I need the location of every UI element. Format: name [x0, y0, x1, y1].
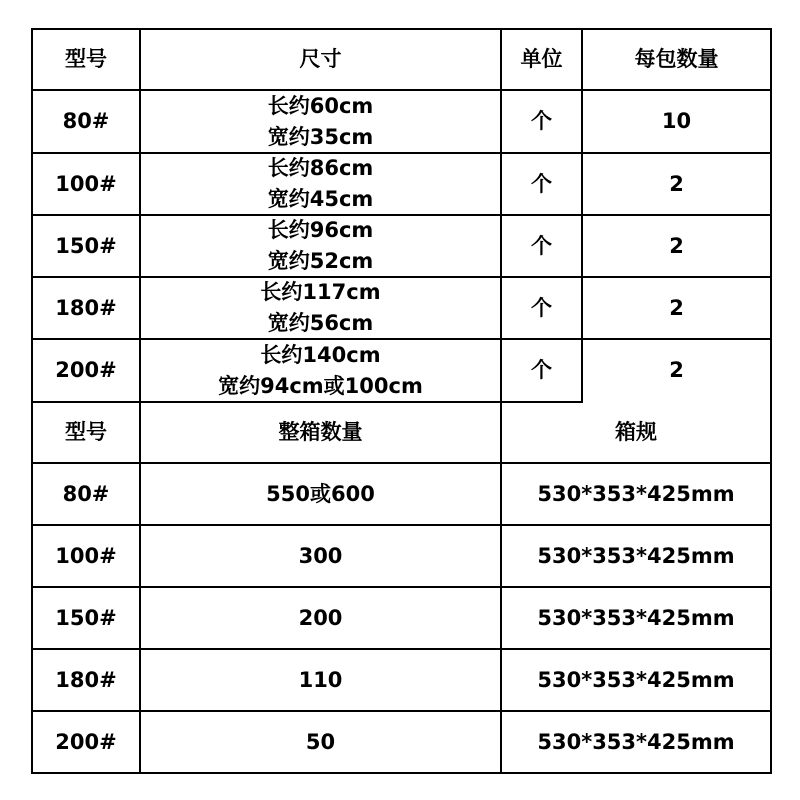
row-model: 100# [55, 543, 117, 568]
row-carton-spec: 530*353*425mm [537, 543, 735, 568]
header-model: 型号 [65, 47, 107, 71]
row-model: 80# [62, 109, 110, 133]
row-model: 180# [55, 667, 117, 692]
size-length: 长约86cm [267, 156, 374, 180]
row-carton-qty: 200 [298, 605, 343, 630]
row-per-pack: 10 [661, 109, 692, 133]
header-carton-qty: 整箱数量 [278, 420, 363, 444]
row-size [141, 278, 500, 338]
row-model: 100# [55, 171, 117, 196]
row-carton-spec: 530*353*425mm [537, 729, 735, 754]
size-width: 宽约35cm [267, 124, 374, 149]
row-unit: 个 [531, 233, 552, 258]
header-model: 型号 [65, 420, 107, 444]
header-carton-spec: 箱规 [615, 420, 657, 444]
row-carton-qty: 50 [305, 729, 336, 754]
row-per-pack: 2 [669, 358, 684, 382]
row-unit: 个 [531, 171, 552, 196]
row-carton-spec: 530*353*425mm [537, 605, 735, 630]
row-carton-spec: 530*353*425mm [537, 481, 735, 506]
row-size [141, 91, 500, 152]
row-per-pack: 2 [669, 295, 684, 320]
grid-line [770, 28, 772, 774]
size-length: 长约117cm [260, 280, 381, 304]
row-unit: 个 [531, 295, 552, 320]
row-size [141, 216, 500, 276]
row-carton-spec: 530*353*425mm [537, 667, 735, 692]
row-model: 150# [55, 605, 117, 630]
row-carton-qty: 110 [298, 667, 343, 692]
row-model: 200# [55, 729, 117, 754]
row-unit: 个 [531, 109, 552, 133]
size-width: 宽约94cm或100cm [218, 373, 423, 398]
size-width: 宽约56cm [267, 311, 374, 335]
size-length: 长约60cm [267, 93, 374, 118]
header-size: 尺寸 [299, 47, 342, 71]
row-size [141, 340, 500, 401]
row-carton-qty: 300 [298, 543, 343, 568]
header-per-pack: 每包数量 [634, 47, 719, 71]
row-model: 150# [55, 233, 117, 258]
size-length: 长约96cm [267, 218, 374, 242]
row-size [141, 154, 500, 214]
header-unit: 单位 [520, 47, 563, 71]
row-per-pack: 2 [669, 233, 684, 258]
size-width: 宽约45cm [267, 187, 374, 211]
size-length: 长约140cm [260, 342, 381, 367]
size-width: 宽约52cm [267, 249, 374, 273]
grid-line [31, 772, 772, 774]
row-model: 80# [62, 481, 110, 506]
row-carton-qty: 550或600 [266, 481, 375, 506]
row-model: 180# [55, 295, 117, 320]
row-unit: 个 [531, 358, 552, 382]
row-per-pack: 2 [669, 171, 684, 196]
row-model: 200# [55, 358, 117, 382]
